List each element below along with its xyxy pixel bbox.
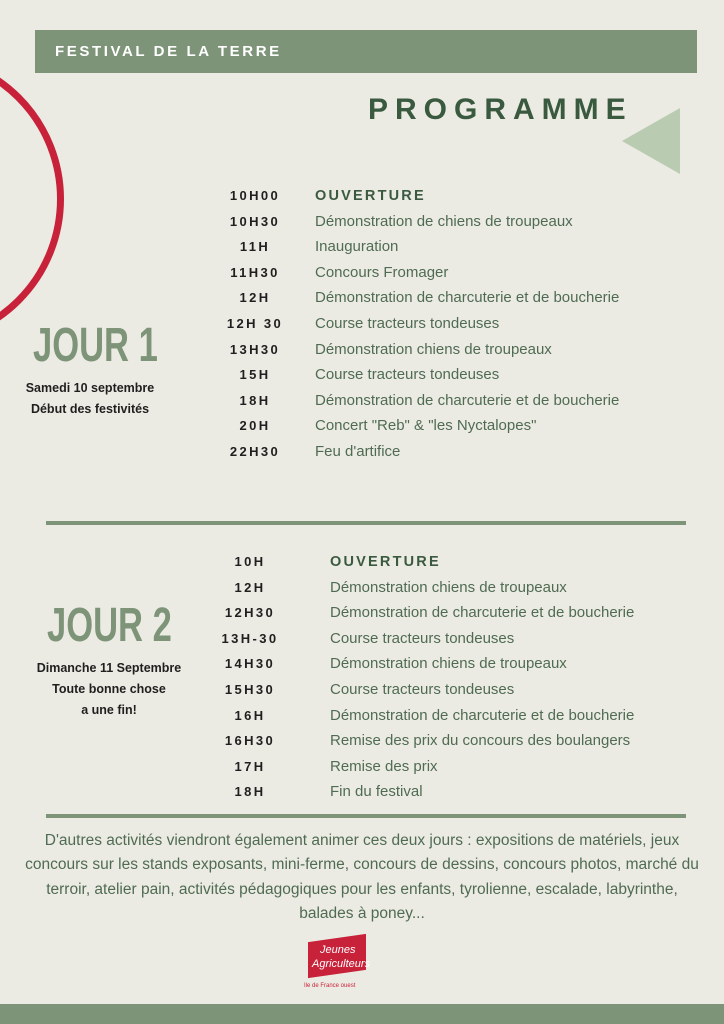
- schedule-time: 22H30: [229, 443, 281, 459]
- schedule-time: 12H30: [224, 605, 276, 621]
- schedule-row: [210, 391, 710, 417]
- decorative-triangle: [622, 108, 680, 174]
- schedule-time: 10H: [234, 554, 266, 569]
- divider: [46, 521, 686, 525]
- schedule-activity: Feu d'artifice: [315, 442, 401, 460]
- day2-tagline-2: a une fin!: [81, 703, 137, 717]
- schedule-row: [210, 288, 710, 314]
- schedule-time: 13H-30: [221, 630, 279, 646]
- schedule-activity: Démonstration chiens de troupeaux: [330, 578, 567, 596]
- day1-date: Samedi 10 septembre: [25, 381, 155, 395]
- schedule-time: 10H30: [229, 213, 281, 229]
- schedule-row: [210, 782, 710, 808]
- schedule-activity: Démonstration de chiens de troupeaux: [315, 212, 573, 230]
- schedule-time: 11H30: [230, 264, 280, 280]
- schedule-row: [210, 212, 710, 238]
- schedule-activity: Course tracteurs tondeuses: [315, 366, 500, 384]
- schedule-activity: Inauguration: [315, 238, 399, 256]
- schedule-row: [210, 680, 710, 706]
- schedule-time: 12H 30: [226, 315, 284, 331]
- schedule-activity: Remise des prix: [330, 757, 438, 775]
- schedule-activity: Démonstration de charcuterie et de boucherie: [315, 289, 620, 307]
- day1-title: JOUR 1: [33, 319, 158, 372]
- schedule-row: [210, 186, 710, 212]
- decorative-red-arc: [0, 52, 64, 346]
- schedule-row: [210, 603, 710, 629]
- schedule-time: 20H: [239, 418, 271, 434]
- schedule-row: [210, 263, 710, 289]
- schedule-time: 11H: [239, 239, 271, 255]
- schedule-activity: Démonstration chiens de troupeaux: [330, 655, 567, 673]
- schedule-activity: Course tracteurs tondeuses: [315, 314, 500, 332]
- day2-schedule: [210, 552, 710, 808]
- schedule-row: [210, 578, 710, 604]
- schedule-row: [210, 365, 710, 391]
- schedule-row: [210, 442, 710, 468]
- bottom-band: [0, 1004, 724, 1024]
- festival-title: FESTIVAL DE LA TERRE: [55, 43, 282, 60]
- logo-flag: [308, 934, 366, 978]
- schedule-activity: Remise des prix du concours des boulangers: [330, 732, 631, 750]
- day1-subtitle: [0, 378, 180, 420]
- schedule-time: 12H: [234, 579, 266, 595]
- logo-word-1: Jeunes: [320, 944, 356, 956]
- schedule-row: [210, 654, 710, 680]
- day1-schedule: [210, 186, 710, 468]
- schedule-activity: Démonstration de charcuterie et de boucherie: [315, 391, 620, 409]
- schedule-time: 10H00: [229, 188, 281, 203]
- day2-title: JOUR 2: [47, 599, 172, 652]
- day1-tagline: Début des festivités: [30, 402, 150, 416]
- day2-tagline-1: Toute bonne chose: [52, 682, 166, 696]
- programme-title: PROGRAMME: [368, 93, 633, 126]
- schedule-time: 18H: [239, 392, 271, 408]
- schedule-row: [210, 731, 710, 757]
- schedule-activity: Fin du festival: [330, 783, 423, 801]
- schedule-activity: Démonstration chiens de troupeaux: [315, 340, 552, 358]
- schedule-time: 16H30: [224, 733, 276, 749]
- schedule-time: 15H30: [224, 681, 276, 697]
- schedule-time: 17H: [234, 758, 266, 774]
- schedule-activity: Démonstration de charcuterie et de boucherie: [330, 706, 635, 724]
- schedule-row: [210, 237, 710, 263]
- schedule-time: 16H: [234, 707, 266, 723]
- schedule-row: [210, 416, 710, 442]
- schedule-activity: Concours Fromager: [315, 263, 449, 281]
- schedule-time: 13H30: [229, 341, 281, 357]
- schedule-activity: OUVERTURE: [330, 554, 441, 570]
- schedule-time: 15H: [239, 367, 271, 383]
- schedule-time: 12H: [239, 290, 271, 306]
- logo-word-2: Agriculteurs: [312, 958, 371, 970]
- jeunes-agriculteurs-logo: [300, 938, 380, 998]
- day2-date: Dimanche 11 Septembre: [36, 661, 182, 675]
- schedule-activity: OUVERTURE: [315, 188, 426, 204]
- schedule-activity: Course tracteurs tondeuses: [330, 680, 515, 698]
- schedule-activity: Course tracteurs tondeuses: [330, 629, 515, 647]
- logo-region: Ile de France ouest: [304, 983, 356, 989]
- divider: [46, 814, 686, 818]
- schedule-row: [210, 706, 710, 732]
- schedule-activity: Concert "Reb" & "les Nyctalopes": [315, 417, 537, 435]
- schedule-row: [210, 757, 710, 783]
- schedule-activity: Démonstration de charcuterie et de boucherie: [330, 604, 635, 622]
- schedule-row: [210, 552, 710, 578]
- schedule-row: [210, 629, 710, 655]
- schedule-row: [210, 340, 710, 366]
- schedule-time: 14H30: [224, 656, 276, 672]
- schedule-time: 18H: [234, 784, 266, 800]
- day2-subtitle: [14, 658, 204, 721]
- schedule-row: [210, 314, 710, 340]
- other-activities-text: D'autres activités viendront également animer ces deux jours : expositions de matériels, jeux concours sur les stands exposants, mini-ferme, concours de dessins, concours photos, marché du terroir, atelier pain, activités pédagogiques pour les enfants, tyrolienne, escalade, labyrinthe, balades à poney...: [25, 832, 699, 923]
